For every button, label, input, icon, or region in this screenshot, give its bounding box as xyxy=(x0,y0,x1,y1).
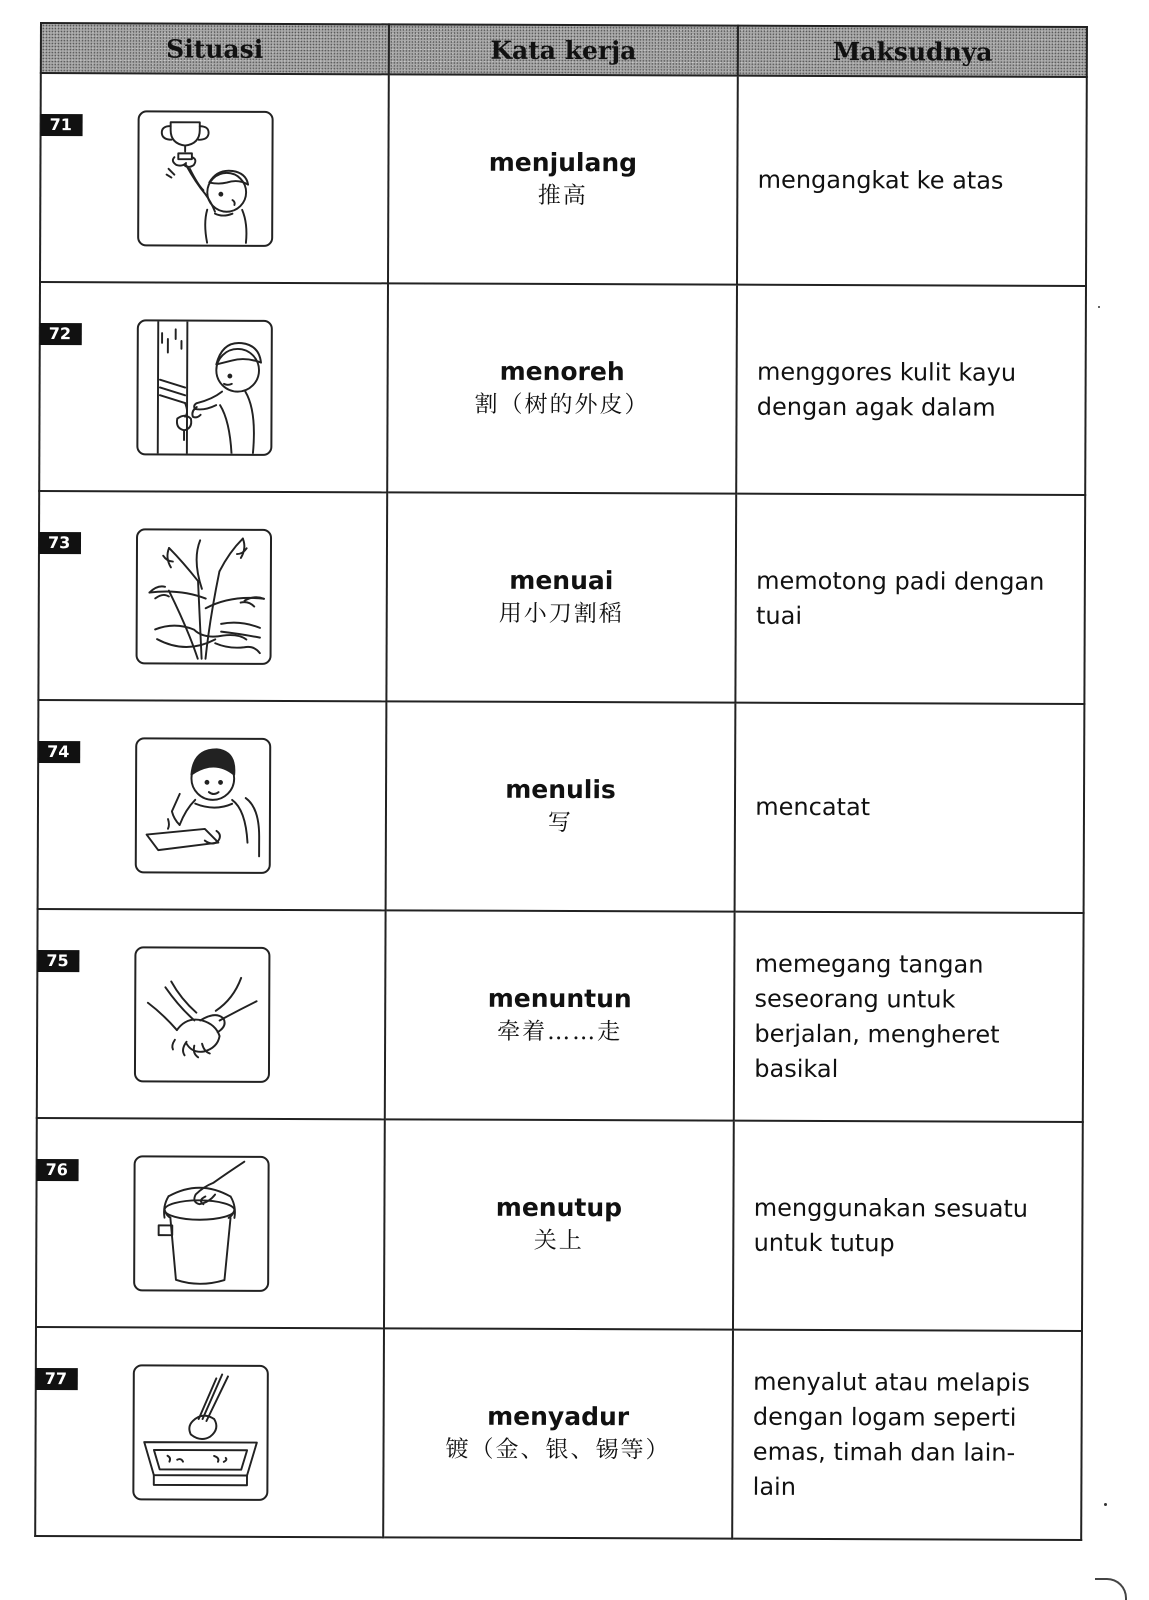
meaning-line: tuai xyxy=(755,601,803,630)
situasi-cell xyxy=(38,700,386,910)
table-row xyxy=(38,700,1085,913)
meaning-line: lain xyxy=(752,1472,797,1501)
meaning-cell xyxy=(733,1121,1082,1331)
row-number-badge: 73 xyxy=(39,532,81,554)
meaning-cell xyxy=(737,76,1086,286)
meaning-line: mencatat xyxy=(755,792,871,822)
hands-holding-hand-illustration xyxy=(134,946,271,1083)
boy-lifting-trophy-illustration xyxy=(137,110,274,247)
meaning-line: menggunakan sesuatu xyxy=(753,1193,1029,1223)
verb-chinese: 写 xyxy=(547,809,573,837)
kata-kerja-cell xyxy=(383,1328,733,1538)
table-row xyxy=(39,282,1086,495)
meaning-line: seseorang untuk xyxy=(754,984,956,1014)
meaning-line: memegang tangan xyxy=(754,949,984,979)
table-row xyxy=(36,1118,1083,1331)
row-number-badge: 72 xyxy=(40,323,82,345)
meaning-cell xyxy=(736,494,1085,704)
meaning-line: menyalut atau melapis xyxy=(753,1367,1030,1397)
verb-malay: menuai xyxy=(509,565,614,596)
hand-closing-bucket-lid-illustration xyxy=(133,1155,270,1292)
kata-kerja-cell xyxy=(384,910,734,1120)
meaning-cell xyxy=(734,912,1083,1122)
verb-chinese: 牵着……走 xyxy=(497,1018,623,1046)
header-row xyxy=(41,23,1087,77)
verb-chinese: 关上 xyxy=(533,1227,584,1255)
meaning-cell xyxy=(737,285,1086,495)
meaning-line: basikal xyxy=(754,1054,839,1083)
situasi-cell xyxy=(40,73,388,283)
table-row xyxy=(38,491,1085,704)
verb-chinese: 割（树的外皮） xyxy=(474,391,650,419)
meaning-line: memotong padi dengan xyxy=(756,566,1045,596)
hand-plating-in-tray-illustration xyxy=(132,1364,269,1501)
situasi-cell xyxy=(36,1118,384,1328)
meaning-line: dengan logam seperti xyxy=(752,1402,1017,1432)
table-row xyxy=(37,909,1084,1122)
page-speck xyxy=(1104,1503,1107,1506)
meaning-line: dengan agak dalam xyxy=(756,392,996,422)
situasi-cell xyxy=(37,909,385,1119)
verb-chinese: 镀（金、银、锡等） xyxy=(445,1436,671,1464)
table-row xyxy=(40,73,1087,286)
meaning-line: untuk tutup xyxy=(753,1228,895,1257)
header-situasi: Situasi xyxy=(41,23,389,74)
row-number-badge: 74 xyxy=(38,741,80,763)
verb-malay: menyadur xyxy=(487,1401,630,1432)
verb-malay: menjulang xyxy=(488,147,638,178)
verb-malay: menulis xyxy=(505,774,616,805)
row-number-badge: 71 xyxy=(41,114,83,136)
page-curl-mark xyxy=(1095,1578,1127,1600)
verb-malay: menuntun xyxy=(487,983,632,1014)
kata-kerja-cell xyxy=(385,701,735,911)
situasi-cell xyxy=(39,282,387,492)
hands-harvesting-rice-illustration xyxy=(136,528,273,665)
header-maksudnya: Maksudnya xyxy=(738,26,1087,77)
row-number-badge: 76 xyxy=(37,1159,79,1181)
meaning-line: mengangkat ke atas xyxy=(757,165,1004,195)
row-number-badge: 75 xyxy=(37,950,79,972)
meaning-line: menggores kulit kayu xyxy=(756,357,1017,387)
boy-writing-at-desk-illustration xyxy=(135,737,272,874)
meaning-cell xyxy=(735,703,1084,913)
boy-tapping-rubber-tree-illustration xyxy=(136,319,273,456)
meaning-cell xyxy=(732,1330,1081,1540)
verb-malay: menoreh xyxy=(499,356,625,387)
kata-kerja-cell xyxy=(387,283,737,493)
situasi-cell xyxy=(38,491,386,701)
verb-chinese: 用小刀割稻 xyxy=(498,600,624,628)
vocabulary-table xyxy=(34,22,1088,1541)
verb-chinese: 推高 xyxy=(537,182,588,210)
kata-kerja-cell xyxy=(388,74,738,284)
header-kata-kerja: Kata kerja xyxy=(388,24,738,75)
page-speck xyxy=(1098,306,1100,308)
situasi-cell xyxy=(35,1327,383,1537)
meaning-line: berjalan, mengheret xyxy=(754,1019,1000,1049)
verb-malay: menutup xyxy=(495,1192,623,1223)
kata-kerja-cell xyxy=(386,492,736,702)
meaning-line: emas, timah dan lain- xyxy=(752,1437,1016,1467)
row-number-badge: 77 xyxy=(36,1368,78,1390)
kata-kerja-cell xyxy=(384,1119,734,1329)
table-row xyxy=(35,1327,1082,1540)
